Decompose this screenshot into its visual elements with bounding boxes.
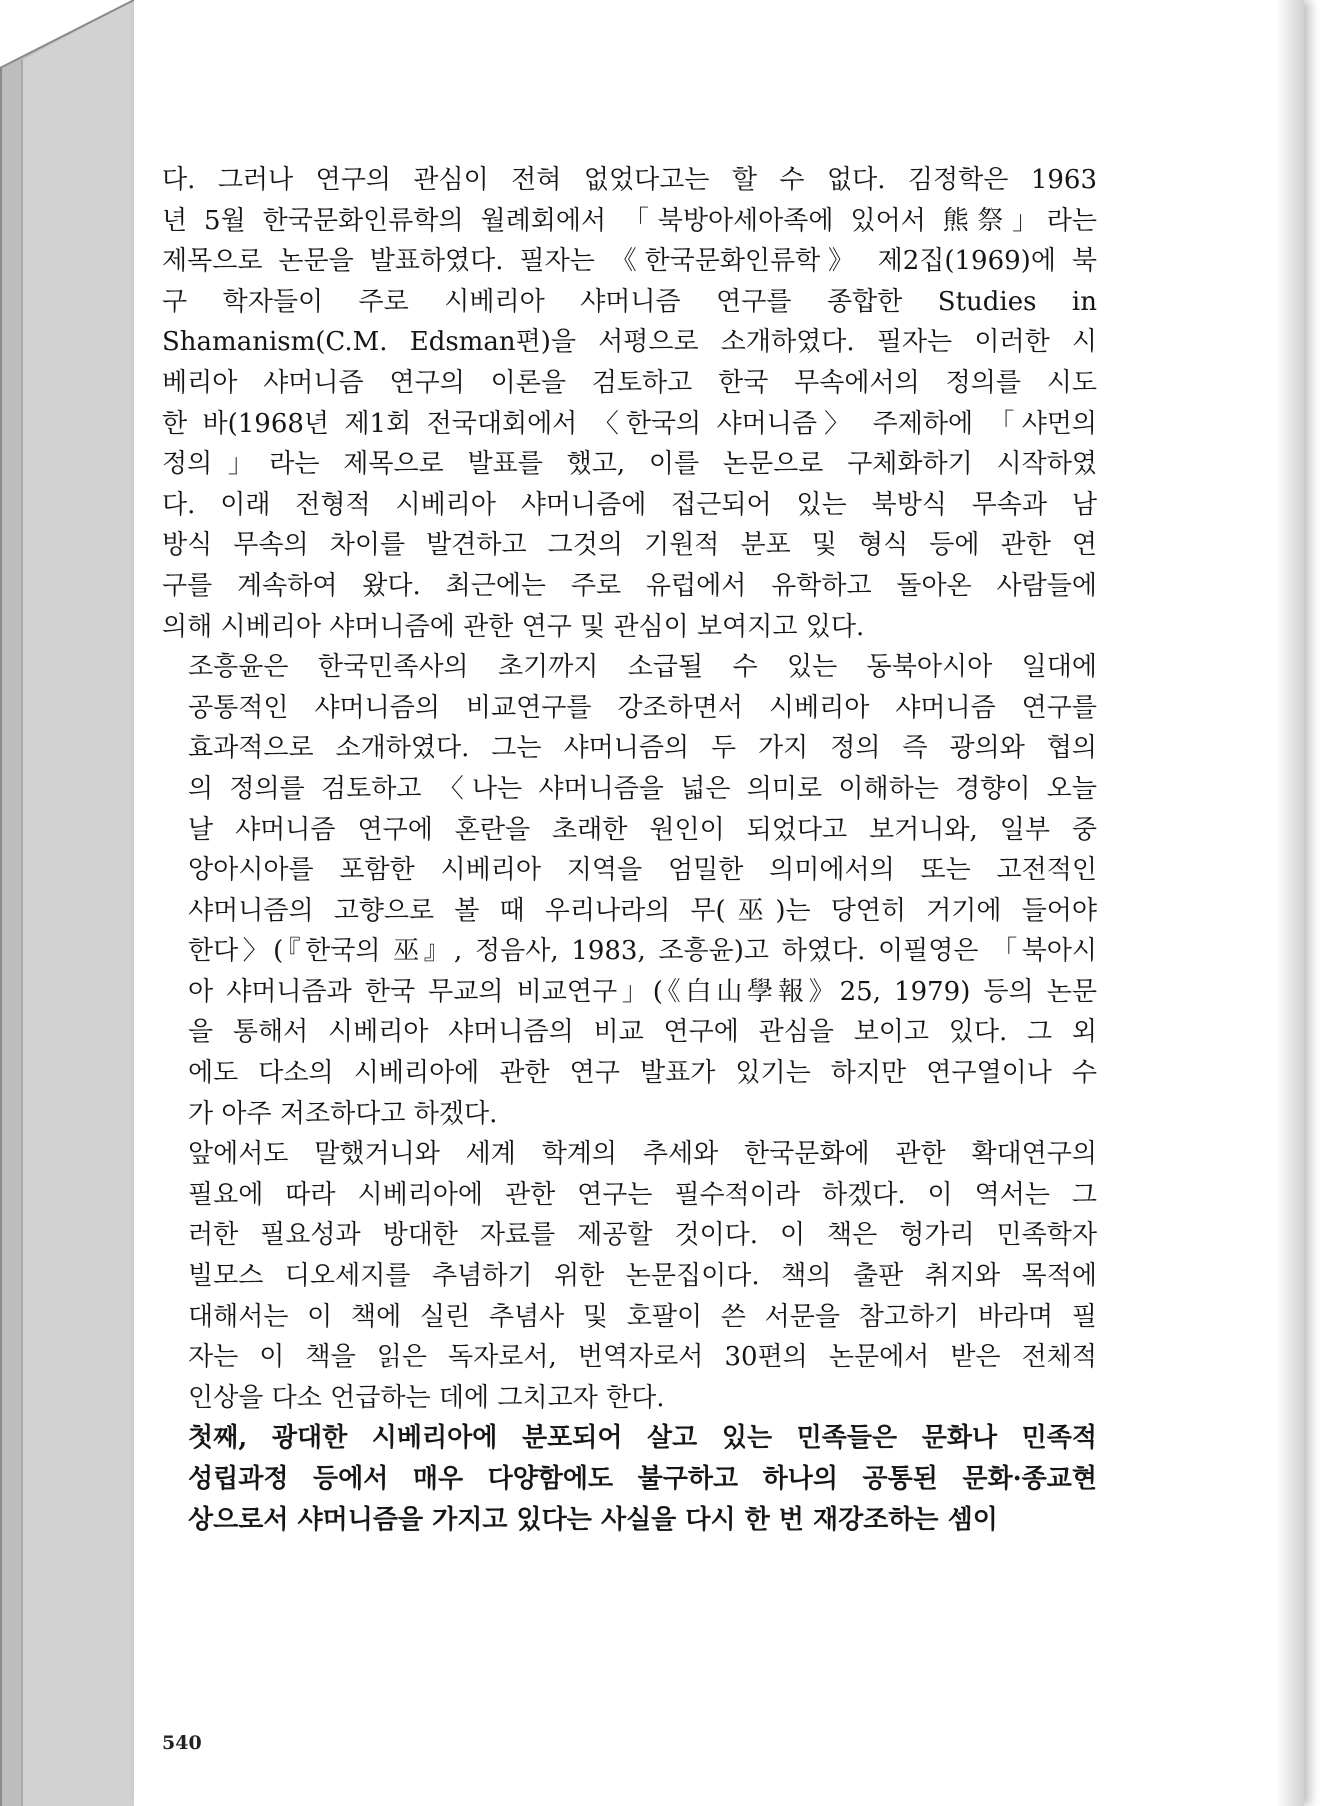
- text-line: 다. 이래 전형적 시베리아 샤머니즘에 접근되어 있는 북방식 무속과 남: [162, 489, 1097, 520]
- paragraph: [162, 1134, 1097, 1418]
- text-line: 정의」라는 제목으로 발표를 했고, 이를 논문으로 구체화하기 시작하였: [162, 449, 1097, 480]
- text-line: 상으로서 샤머니즘을 가지고 있다는 사실을 다시 한 번 재강조하는 셈이: [188, 1504, 998, 1535]
- text-line: 년 5월 한국문화인류학의 월례회에서 「북방아세아족에 있어서 熊祭」라는: [162, 205, 1097, 236]
- text-line: 효과적으로 소개하였다. 그는 샤머니즘의 두 가지 정의 즉 광의와 협의: [188, 733, 1097, 764]
- page-edge-shadow: [1276, 0, 1304, 1806]
- text-line: 다. 그러나 연구의 관심이 전혀 없었다고는 할 수 없다. 김정학은 1963: [162, 165, 1097, 195]
- text-line: 아 샤머니즘과 한국 무교의 비교연구」(《白山學報》25, 1979) 등의 논문: [188, 976, 1097, 1007]
- text-line: 의해 시베리아 샤머니즘에 관한 연구 및 관심이 보여지고 있다.: [162, 611, 865, 642]
- body-text: [162, 160, 1097, 1540]
- text-line: Shamanism(C.M. Edsman편)을 서평으로 소개하였다. 필자는 이러한 시: [162, 327, 1097, 358]
- text-line: 빌모스 디오세지를 추념하기 위한 논문집이다. 책의 출판 취지와 목적에: [188, 1261, 1097, 1292]
- text-line: 가 아주 저조하다고 하겠다.: [188, 1098, 498, 1129]
- text-line: 필요에 따라 시베리아에 관한 연구는 필수적이라 하겠다. 이 역서는 그: [188, 1179, 1097, 1210]
- text-line: 샤머니즘의 고향으로 볼 때 우리나라의 무(巫)는 당연히 거기에 들어야: [188, 895, 1097, 926]
- page-number: 540: [162, 1732, 202, 1754]
- text-line: 인상을 다소 언급하는 데에 그치고자 한다.: [188, 1382, 665, 1413]
- text-line: 한 바(1968년 제1회 전국대회에서 〈한국의 샤머니즘〉 주제하에 「샤먼의: [162, 408, 1097, 439]
- text-line: 대해서는 이 책에 실린 추념사 및 호팔이 쓴 서문을 참고하기 바라며 필: [188, 1301, 1097, 1332]
- text-line: 러한 필요성과 방대한 자료를 제공할 것이다. 이 책은 헝가리 민족학자: [188, 1220, 1097, 1251]
- text-line: 날 샤머니즘 연구에 혼란을 초래한 원인이 되었다고 보거니와, 일부 중: [188, 814, 1097, 845]
- text-line: 구 학자들이 주로 시베리아 샤머니즘 연구를 종합한 Studies in: [162, 286, 1097, 317]
- text-line: 의 정의를 검토하고 〈나는 샤머니즘을 넓은 의미로 이해하는 경향이 오늘: [188, 773, 1097, 804]
- text-line: 방식 무속의 차이를 발견하고 그것의 기원적 분포 및 형식 등에 관한 연: [162, 530, 1097, 561]
- text-line: 에도 다소의 시베리아에 관한 연구 발표가 있기는 하지만 연구열이나 수: [188, 1058, 1097, 1089]
- text-line: 한다〉(『한국의 巫』, 정음사, 1983, 조흥윤)고 하였다. 이필영은 「북아시: [188, 936, 1097, 967]
- paragraph: [162, 1418, 1097, 1540]
- paragraph: [162, 647, 1097, 1134]
- text-line: 앙아시아를 포함한 시베리아 지역을 엄밀한 의미에서의 또는 고전적인: [188, 855, 1097, 886]
- text-line: 조흥윤은 한국민족사의 초기까지 소급될 수 있는 동북아시아 일대에: [188, 652, 1097, 683]
- text-line: 공통적인 샤머니즘의 비교연구를 강조하면서 시베리아 샤머니즘 연구를: [188, 692, 1097, 723]
- text-line: 첫째, 광대한 시베리아에 분포되어 살고 있는 민족들은 문화나 민족적: [188, 1423, 1097, 1454]
- paragraph: [162, 160, 1097, 647]
- text-line: 자는 이 책을 읽은 독자로서, 번역자로서 30편의 논문에서 받은 전체적: [188, 1342, 1097, 1373]
- text-line: 제목으로 논문을 발표하였다. 필자는 《한국문화인류학》 제2집(1969)에 북: [162, 246, 1097, 277]
- text-line: 구를 계속하여 왔다. 최근에는 주로 유럽에서 유학하고 돌아온 사람들에: [162, 570, 1097, 601]
- text-line: 베리아 샤머니즘 연구의 이론을 검토하고 한국 무속에서의 정의를 시도: [162, 367, 1097, 398]
- text-line: 성립과정 등에서 매우 다양함에도 불구하고 하나의 공통된 문화·종교현: [188, 1464, 1097, 1494]
- text-line: 앞에서도 말했거니와 세계 학계의 추세와 한국문화에 관한 확대연구의: [188, 1139, 1097, 1170]
- text-line: 을 통해서 시베리아 샤머니즘의 비교 연구에 관심을 보이고 있다. 그 외: [188, 1017, 1097, 1048]
